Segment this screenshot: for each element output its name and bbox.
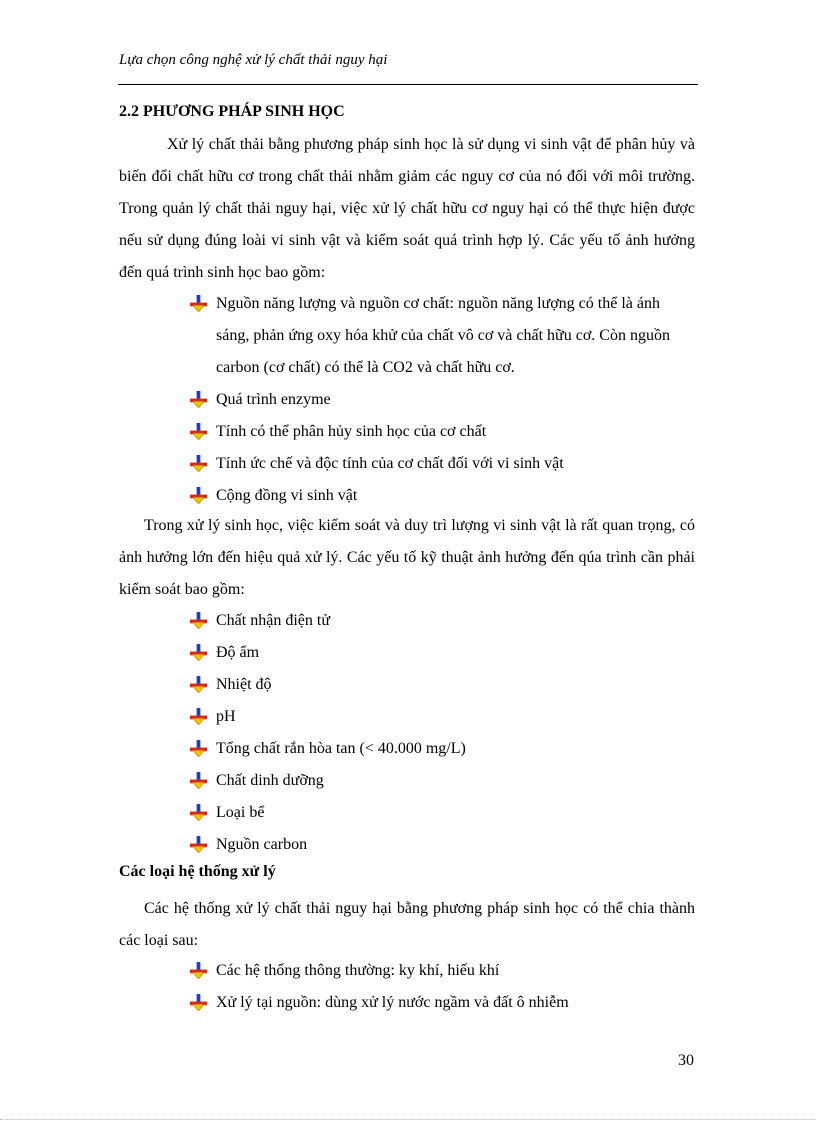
arrow-bullet-icon: [190, 740, 207, 757]
list-item: [190, 288, 695, 384]
list-item: [190, 701, 695, 733]
page-header: Lựa chọn công nghệ xử lý chất thải nguy hại: [119, 52, 388, 68]
arrow-bullet-icon: [190, 836, 207, 853]
list-item-text: Cộng đồng vi sinh vật: [216, 487, 358, 504]
list-item-text: Tổng chất rắn hòa tan (< 40.000 mg/L): [216, 740, 466, 757]
factors-list: [190, 288, 695, 512]
list-item-text: Nguồn carbon: [216, 836, 308, 853]
arrow-bullet-icon: [190, 295, 207, 312]
arrow-bullet-icon: [190, 455, 207, 472]
list-item: [190, 605, 695, 637]
systems-heading: Các loại hệ thống xử lý: [119, 863, 276, 880]
systems-paragraph: Các hệ thống xử lý chất thải nguy hại bằng phương pháp sinh học có thể chia thành các loại sau:: [119, 900, 695, 949]
list-item: [190, 829, 695, 861]
list-item: [190, 987, 695, 1019]
list-item: [190, 480, 695, 512]
arrow-bullet-icon: [190, 423, 207, 440]
list-item-text: Tính có thể phân hủy sinh học của cơ chất: [216, 423, 487, 440]
arrow-bullet-icon: [190, 487, 207, 504]
intro-paragraph: Xử lý chất thải bằng phương pháp sinh học là sử dụng vi sinh vật để phân hủy và biến đổi chất hữu cơ trong chất thải nhằm giảm các nguy cơ của nó đối với môi trường. Trong quản lý chất thải nguy hại, việc xử lý chất hữu cơ nguy hại có thể thực hiện được nếu sử dụng đúng loài vi sinh vật và kiểm soát quá trình hợp lý. Các yếu tố ảnh hưởng đến quá trình sinh học bao gồm:: [119, 136, 695, 281]
page-bottom-border: [0, 1119, 816, 1120]
arrow-bullet-icon: [190, 772, 207, 789]
list-item: [190, 637, 695, 669]
list-item-text: pH: [216, 708, 236, 725]
arrow-bullet-icon: [190, 994, 207, 1011]
list-item: [190, 448, 695, 480]
list-item-text: Nguồn năng lượng và nguồn cơ chất: nguồn năng lượng có thể là ánh sáng, phản ứng oxy hóa khử của chất vô cơ và chất hữu cơ. Còn nguồn carbon (cơ chất) có thể là CO2 và chất hữu cơ.: [216, 295, 670, 376]
arrow-bullet-icon: [190, 391, 207, 408]
list-item-text: Tính ức chế và độc tính của cơ chất đối với vi sinh vật: [216, 455, 564, 472]
list-item-text: Các hệ thống thông thường: ky khí, hiếu khí: [216, 962, 500, 979]
header-rule: [118, 84, 698, 85]
arrow-bullet-icon: [190, 804, 207, 821]
arrow-bullet-icon: [190, 962, 207, 979]
arrow-bullet-icon: [190, 676, 207, 693]
list-item-text: Chất dinh dưỡng: [216, 772, 324, 789]
page-number: 30: [678, 1052, 694, 1069]
systems-list: [190, 955, 695, 1019]
list-item-text: Xử lý tại nguồn: dùng xử lý nước ngầm và đất ô nhiễm: [216, 994, 569, 1011]
list-item-text: Loại bể: [216, 804, 265, 821]
list-item: [190, 955, 695, 987]
list-item-text: Nhiệt độ: [216, 676, 272, 693]
technical-factors-list: [190, 605, 695, 861]
list-item-text: Độ ẩm: [216, 644, 260, 661]
arrow-bullet-icon: [190, 644, 207, 661]
arrow-bullet-icon: [190, 612, 207, 629]
list-item: [190, 384, 695, 416]
arrow-bullet-icon: [190, 708, 207, 725]
list-item: [190, 669, 695, 701]
section-title: 2.2 PHƯƠNG PHÁP SINH HỌC: [119, 103, 345, 120]
list-item: [190, 765, 695, 797]
list-item: [190, 733, 695, 765]
list-item: [190, 797, 695, 829]
control-paragraph: Trong xử lý sinh học, việc kiểm soát và duy trì lượng vi sinh vật là rất quan trọng, có ảnh hưởng lớn đến hiệu quả xử lý. Các yếu tố kỹ thuật ảnh hưởng đến qúa trình cần phải kiểm soát bao gồm:: [119, 517, 695, 598]
list-item-text: Quá trình enzyme: [216, 391, 331, 408]
list-item: [190, 416, 695, 448]
list-item-text: Chất nhận điện tử: [216, 612, 330, 629]
